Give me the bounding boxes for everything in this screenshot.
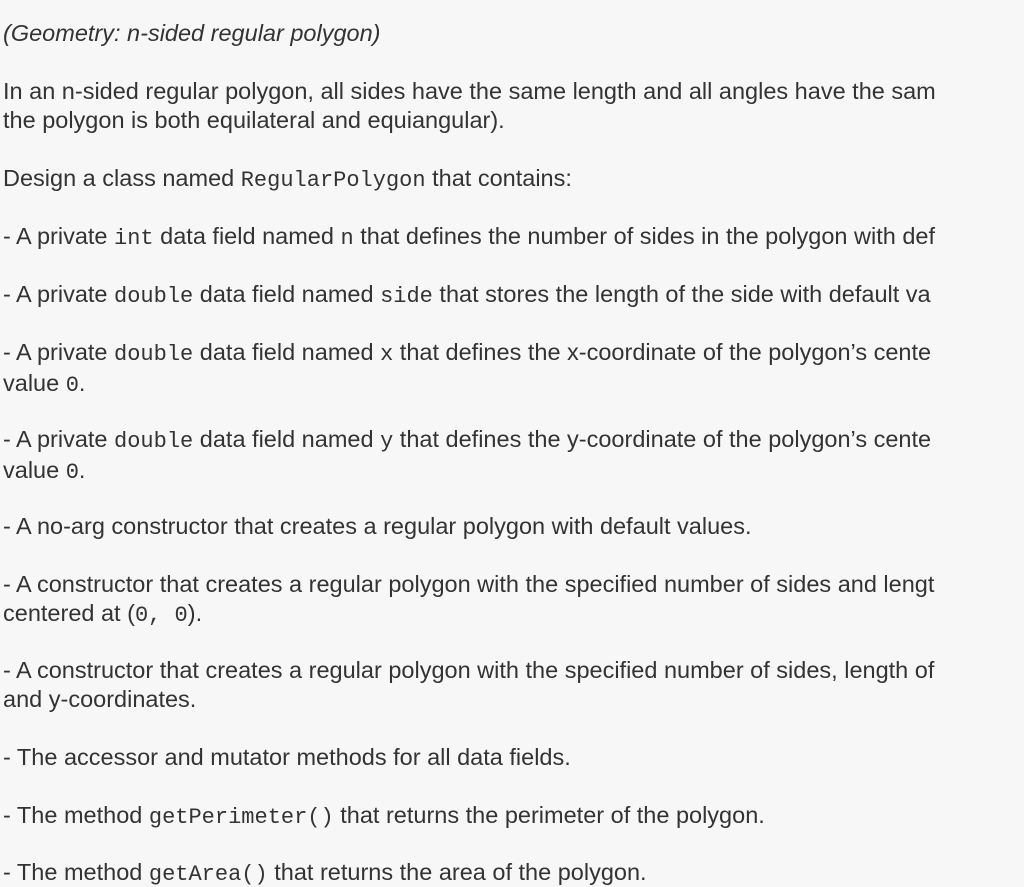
item-text: - A private xyxy=(3,223,115,249)
item-text: - A private xyxy=(3,281,115,307)
item-text: and y-coordinates. xyxy=(3,686,197,712)
item-text: data field named xyxy=(153,223,341,249)
item-text: - A constructor that creates a regular polygon with the specified number of sides, length of xyxy=(3,657,935,683)
coords-code: 0, 0 xyxy=(134,603,188,628)
item-text: that returns the area of the polygon. xyxy=(267,859,647,885)
item-noarg-constructor: - A no-arg constructor that creates a regular polygon with default values. xyxy=(3,513,752,539)
item-text: - A private xyxy=(3,339,115,365)
intro-paragraph xyxy=(3,77,1024,135)
item-x-field xyxy=(3,338,1024,400)
default-value-code: 0 xyxy=(65,373,79,398)
item-y-field xyxy=(3,425,1024,487)
item-text: data field named xyxy=(193,426,381,452)
design-text-pre: Design a class named xyxy=(3,165,241,191)
item-text: that stores the length of the side with default va xyxy=(432,281,931,307)
item-text: - A private xyxy=(3,426,115,452)
item-text: centered at ( xyxy=(3,600,135,626)
design-text-post: that contains: xyxy=(425,165,572,191)
item-text: value xyxy=(3,457,66,483)
item-text: that returns the perimeter of the polygon. xyxy=(333,802,765,828)
design-paragraph xyxy=(3,164,1024,195)
field-name-code: y xyxy=(380,429,394,454)
item-text: ). xyxy=(187,600,203,626)
field-name-code: x xyxy=(380,342,394,367)
item-text: - A constructor that creates a regular polygon with the specified number of sides and lengt xyxy=(3,571,935,597)
item-text: data field named xyxy=(193,281,381,307)
item-text: that defines the y-coordinate of the polygon’s cente xyxy=(393,426,932,452)
problem-heading: (Geometry: n-sided regular polygon) xyxy=(3,20,381,46)
item-get-area xyxy=(3,858,1024,887)
type-code: double xyxy=(114,284,194,309)
method-code: getPerimeter() xyxy=(148,805,334,830)
item-get-perimeter xyxy=(3,801,1024,832)
item-constructor-full xyxy=(3,656,1024,714)
item-text: - The method xyxy=(3,802,149,828)
field-name-code: n xyxy=(340,226,354,251)
class-name-code: RegularPolygon xyxy=(240,168,426,193)
item-text: that defines the x-coordinate of the polygon’s cente xyxy=(393,339,932,365)
type-code: double xyxy=(114,429,194,454)
item-constructor-sides-length xyxy=(3,570,1024,630)
item-text: - The method xyxy=(3,859,149,885)
item-text: data field named xyxy=(193,339,381,365)
item-side-field xyxy=(3,280,1024,311)
item-text: that defines the number of sides in the polygon with def xyxy=(353,223,936,249)
field-name-code: side xyxy=(380,284,433,309)
item-text: . xyxy=(78,457,86,483)
item-n-field xyxy=(3,222,1024,253)
type-code: double xyxy=(114,342,194,367)
item-text: value xyxy=(3,370,66,396)
intro-line-1: In an n-sided regular polygon, all sides have the same length and all angles have the sam xyxy=(3,78,936,104)
default-value-code: 0 xyxy=(65,460,79,485)
type-code: int xyxy=(114,226,154,251)
intro-line-2: the polygon is both equilateral and equiangular). xyxy=(3,107,505,133)
item-text: . xyxy=(78,370,86,396)
item-accessors-mutators: - The accessor and mutator methods for all data fields. xyxy=(3,744,571,770)
method-code: getArea() xyxy=(148,862,268,887)
